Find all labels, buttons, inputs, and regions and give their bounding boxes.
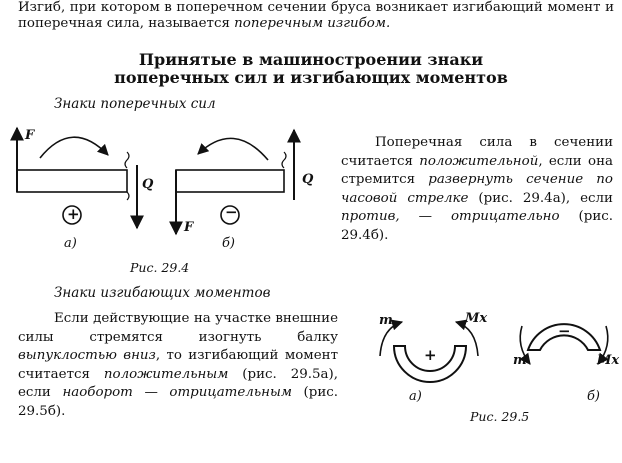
moment-subtitle: Знаки изгибающих моментов <box>54 285 271 301</box>
force-f-label-a: F <box>25 128 35 143</box>
moment-text-part3: (рис. 29.5а), если <box>18 366 338 400</box>
moment-m-label-b: m <box>513 353 527 368</box>
moment-fig-label-a: а) <box>409 389 422 404</box>
shear-subtitle: Знаки поперечных сил <box>54 96 216 112</box>
moment-mx-label-a: Mx <box>465 311 488 326</box>
shear-text-emph3: против, — отрицательно <box>341 209 560 224</box>
fig-label-b: б) <box>222 236 236 251</box>
section-heading-line1: Принятые в машиностроении знаки <box>138 50 484 69</box>
moment-text-part4: (рис. 29.5б). <box>18 385 338 419</box>
section-heading-line2: поперечных сил и изгибающих моментов <box>114 68 508 87</box>
moment-sign-plus: + <box>424 346 437 364</box>
moment-text-part1: Если действующие на участке внешние силы стремятся изогнуть балку <box>18 311 338 345</box>
figure-caption-29-5: Рис. 29.5 <box>470 409 530 424</box>
sign-minus: − <box>225 203 238 221</box>
sign-plus: + <box>67 205 80 223</box>
moment-text-emph1: выпуклостью вниз <box>18 348 156 363</box>
moment-fig-label-b: б) <box>587 389 601 404</box>
moment-text-emph3: наоборот — отрицательным <box>62 385 292 400</box>
shear-text-part1: Поперечная сила в сечении считается <box>341 135 613 169</box>
intro-text: Изгиб, при котором в поперечном сечении бруса возникает изгибающий момент и поперечная сила, называется <box>18 0 614 31</box>
shear-text-emph2: развернуть сечение по часовой стрелке <box>341 172 613 206</box>
moment-arrow-right-a <box>456 322 478 356</box>
force-f-label-b: F <box>184 220 194 235</box>
figure-caption-29-4: Рис. 29.4 <box>130 260 190 275</box>
moment-sign-minus: − <box>558 322 571 340</box>
moment-m-label-a: m <box>379 313 393 328</box>
moment-text-emph2: положительным <box>103 366 229 382</box>
shear-text-part2: , если она стремится <box>341 153 613 187</box>
moment-text-part2: , то изгибающий момент считается <box>18 348 338 382</box>
fig-label-a: а) <box>64 236 77 251</box>
shear-text-emph1: положительной <box>419 153 539 169</box>
shear-text-part3: (рис. 29.4а), если <box>468 190 613 206</box>
force-q-label-b: Q <box>302 172 314 187</box>
moment-mx-label-b: Mx <box>597 353 620 368</box>
shear-text-part4: (рис. 29.4б). <box>341 209 614 243</box>
force-q-label-a: Q <box>142 177 154 192</box>
intro-emphasis: поперечным изгибом. <box>234 16 391 31</box>
